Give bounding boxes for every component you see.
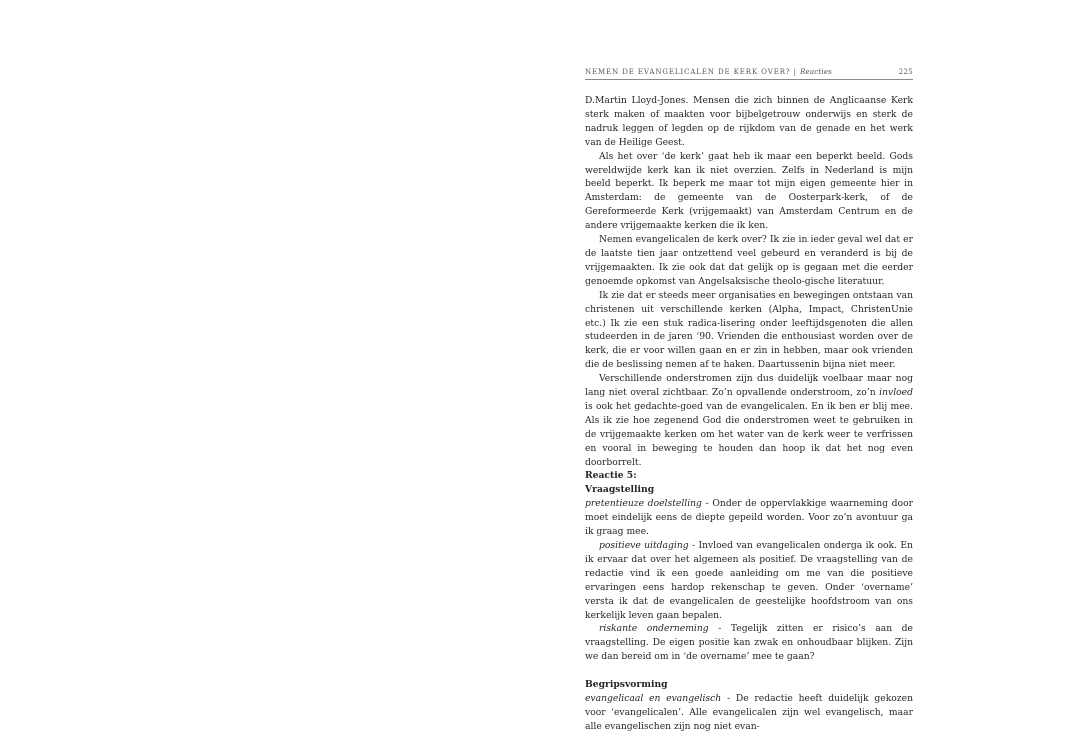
paragraph-text: is ook het gedachte-goed van de evangelicalen. En ik ben er blij mee. Als ik zie hoe zegenend God die onderstromen weet te gebruiken in de vrijgemaakte kerken om het water van de kerk weer te verfrissen en vooral in beweging te houden dan hoop ik dat het nog even doorborrelt. [585, 400, 913, 468]
header-separator: | [793, 68, 797, 76]
spacer [585, 664, 913, 678]
paragraph [585, 372, 913, 469]
term-paragraph [585, 622, 913, 664]
section-heading: Reactie 5: [585, 470, 637, 482]
paragraph: Ik zie dat er steeds meer organisaties en bewegingen ontstaan van christenen uit verschillende kerken (Alpha, Impact, ChristenUnie etc.) Ik zie een stuk radica-lisering onder leeftijdsgenoten die allen studeerden in de jaren ‘90. Vrienden die enthousiast worden over de kerk, die er voor willen gaan en er zin in hebben, maar ook vrienden die de beslissing nemen af te haken. Daartussenin bijna niet meer. [585, 289, 913, 371]
term-text: - Onder de oppervlakkige waarneming door moet eindelijk eens de diepte gepeild worden. Voor zo’n avontuur ga ik graag mee. [585, 498, 913, 538]
subsection-heading: Begripsvorming [585, 679, 668, 691]
text-column [585, 68, 913, 734]
paragraph: D.Martin Lloyd-Jones. Mensen die zich binnen de Anglicaanse Kerk sterk maken of maakten voor bijbelgetrouw onderwijs en sterk de nadruk leggen of legden op de rijkdom van de genade en het werk van de Heilige Geest. [585, 95, 913, 148]
running-header-left [585, 68, 832, 76]
term: positieve uitdaging [599, 540, 689, 551]
running-header [585, 68, 913, 80]
page-number: 225 [898, 68, 913, 76]
term-paragraph [585, 539, 913, 622]
running-title: NEMEN DE EVANGELICALEN DE KERK OVER? [585, 68, 791, 76]
term-text: - Invloed van evangelicalen onderga ik ook. En ik ervaar dat over het algemeen als positief. De vraagstelling van de redactie vind ik een goede aanleiding om me van die positieve ervaringen eens hardop rekenschap te geven. Onder ‘overname’ versta ik dat de evangelicalen de geestelijke hoofdstroom van ons kerkelijk leven gaan bepalen. [585, 540, 913, 621]
paragraph: Als het over ‘de kerk’ gaat heb ik maar een beperkt beeld. Gods wereldwijde kerk kan ik niet overzien. Zelfs in Nederland is mijn beeld beperkt. Ik beperk me maar tot mijn eigen gemeente hier in Amsterdam: de gemeente van de Oosterpark-kerk, of de Gereformeerde Kerk (vrijgemaakt) van Amsterdam Centrum en de andere vrijgemaakte kerken die ik ken. [585, 150, 913, 232]
section-name: Reacties [800, 68, 832, 76]
body-text [585, 94, 913, 734]
term-text: - Tegelijk zitten er risico’s aan de vraagstelling. De eigen positie kan zwak en onhoudbaar blijken. Zijn we dan bereid om in ‘de overname’ mee te gaan? [585, 623, 913, 663]
paragraph-text: Verschillende onderstromen zijn dus duidelijk voelbaar maar nog lang niet overal zichtbaar. Zo’n opvallende onderstroom, zo’n [585, 373, 913, 399]
paragraph: Nemen evangelicalen de kerk over? Ik zie in ieder geval wel dat er de laatste tien jaar ontzettend veel gebeurd en veranderd is bij de vrijgemaakten. Ik zie ook dat dat gelijk op is gegaan met die eerder genoemde opkomst van Angelsaksische theolo-gische literatuur. [585, 234, 913, 287]
term-paragraph [585, 692, 913, 734]
subsection-heading: Vraagstelling [585, 484, 655, 496]
term: evangelicaal en evangelisch [585, 693, 722, 705]
emphasis: invloed [879, 387, 913, 399]
term: pretentieuze doelstelling [585, 498, 702, 510]
term-paragraph [585, 497, 913, 539]
term-text: - De redactie heeft duidelijk gekozen voor ‘evangelicalen’. Alle evangelicalen zijn wel evangelisch, maar alle evangelischen zijn nog niet evan- [585, 693, 913, 732]
term: riskante onderneming [599, 623, 709, 635]
